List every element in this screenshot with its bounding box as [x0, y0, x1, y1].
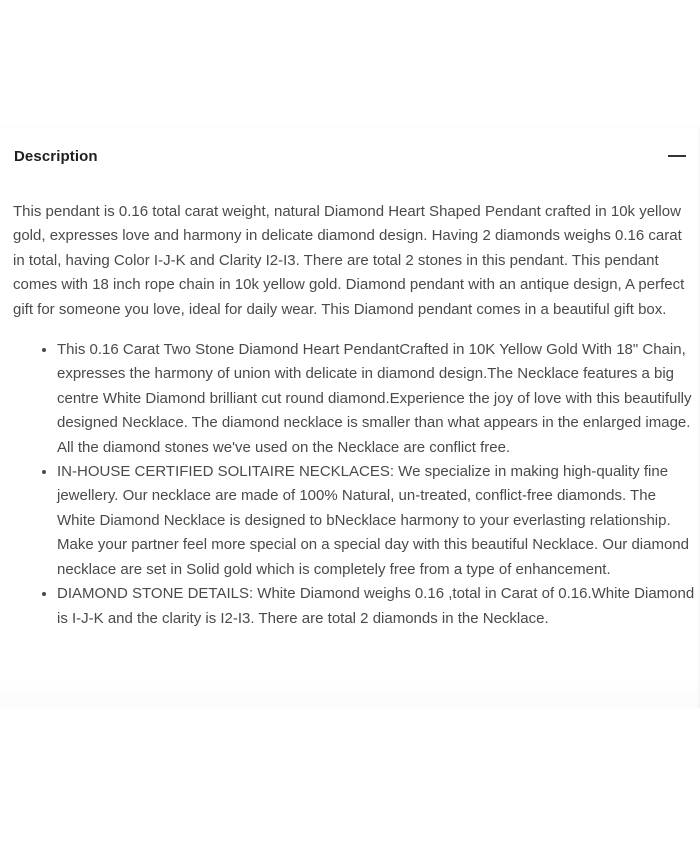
description-paragraph: This pendant is 0.16 total carat weight, natural Diamond Heart Shaped Pendant crafted in 10k yellow gold, expresses love and harmony in delicate diamond design. Having 2 diamonds weighs 0.16 carat in total, having Color I-J-K and Clarity I2-I3. There are total 2 stones in this pendant. This pendant comes with 18 inch rope chain in 10k yellow gold. Diamond pendant with an antique design, A perfect gift for someone you love, ideal for daily wear. This Diamond pendant comes in a beautiful gift box.: [13, 203, 685, 318]
description-title: Description: [14, 147, 98, 165]
feature-item: IN-HOUSE CERTIFIED SOLITAIRE NECKLACES: We specialize in making high-quality fine jewellery. Our necklace are made of 100% Natural, un-treated, conflict-free diamonds. The White Diamond Necklace is designed to bNecklace harmony to your everlasting relationship. Make your partner feel more special on a special day with this beautiful Necklace. Our diamond necklace are set in Solid gold which is completely free from a type of enhancement.: [57, 460, 695, 582]
description-toggle[interactable]: [14, 128, 686, 184]
feature-item: DIAMOND STONE DETAILS: White Diamond weighs 0.16 ,total in Carat of 0.16.White Diamond is I-J-K and the clarity is I2-I3. There are total 2 diamonds in the Necklace.: [57, 582, 695, 631]
minus-icon[interactable]: [668, 149, 686, 163]
description-body: [13, 200, 695, 631]
feature-list: [13, 338, 695, 631]
feature-item: This 0.16 Carat Two Stone Diamond Heart PendantCrafted in 10K Yellow Gold With 18" Chain, expresses the harmony of union with delicate in diamond design.The Necklace features a big centre White Diamond brilliant cut round diamond.Experience the joy of love with this beautifully designed Necklace. The diamond necklace is smaller than what appears in the enlarged image. All the diamond stones we've used on the Necklace are conflict free.: [57, 338, 695, 460]
description-panel: [0, 128, 700, 708]
bottom-fade: [0, 678, 700, 708]
